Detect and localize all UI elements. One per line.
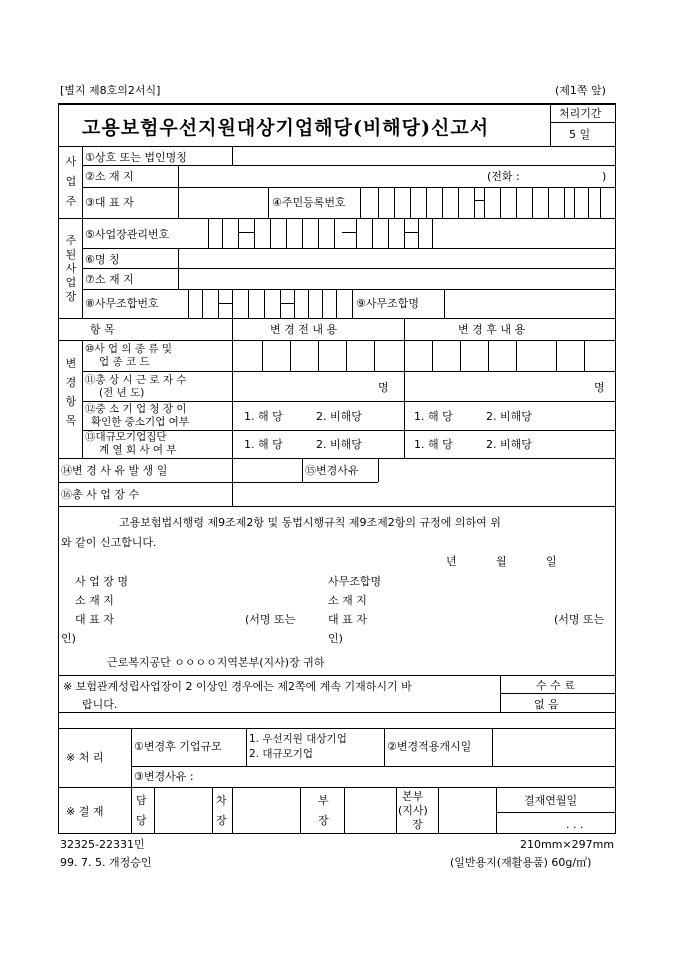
unit-after: 명 <box>594 381 605 394</box>
declaration-line1: 고용보험법시행령 제9조제2항 및 동법시행규칙 제9조제2항의 규정에 의하여 위 <box>119 516 501 529</box>
representative-label: ③대 표 자 <box>85 196 134 209</box>
change-group-label: 변 경 항 목 <box>65 357 77 427</box>
note-line2: 랍니다. <box>82 698 118 711</box>
note-line1: ※ 보험관계성립사업장이 2 이상인 경우에는 제2쪽에 계속 기재하시기 바 <box>63 680 412 693</box>
change-date-label: ⑭변 경 사 유 발 생 일 <box>61 464 168 477</box>
employer-address-label: ②소 재 지 <box>85 170 134 183</box>
paper-size: 210mm×297mm <box>520 838 615 851</box>
resident-no-label: ④주민등록번호 <box>272 196 346 209</box>
page-side: (제1쪽 앞) <box>555 84 606 97</box>
form-code: 32325-22331민 <box>60 838 145 851</box>
processing-period-value: 5 일 <box>569 128 591 141</box>
change-reason-label: ⑮변경사유 <box>305 464 359 477</box>
apply-date-label: ②변경적용개시일 <box>387 740 472 753</box>
month-label: 월 <box>496 555 507 568</box>
frame-left <box>58 103 59 834</box>
site-group-label: 주 된 사 업 장 <box>65 234 77 303</box>
processing-reason-label: ③변경사유 : <box>134 770 194 783</box>
phone-label: (전화 : <box>487 170 520 183</box>
site-name-label: ⑥명 칭 <box>85 253 120 266</box>
processing-period-label: 처리기간 <box>559 107 602 120</box>
col-item: 항 목 <box>90 323 115 336</box>
processing-label: ※ 처 리 <box>66 751 104 764</box>
fee-value: 없 음 <box>534 698 559 711</box>
agency-name-sign-label: 사무조합명 <box>328 575 382 588</box>
form-number: [별지 제8호의2서식] <box>60 84 161 97</box>
paper-type: (일반용지(재활용품) 60g/㎡) <box>450 856 592 869</box>
form-title: 고용보험우선지원대상기업해당(비해당)신고서 <box>82 117 490 139</box>
sign-or-seal-right: (서명 또는 <box>554 613 605 626</box>
approval-label: ※ 결 재 <box>66 805 104 818</box>
row11-label-a: ⑪총 상 시 근 로 자 수 <box>85 374 187 386</box>
frame-top <box>58 103 616 105</box>
row12-label-b: 확인한 중소기업 여부 <box>91 416 189 428</box>
approval-date-label: 결재연월일 <box>524 794 578 807</box>
row12-label-a: ⑫중 소 기 업 청 장 이 <box>85 403 187 415</box>
year-label: 년 <box>446 555 457 568</box>
employer-group-label: 사 업 주 <box>65 155 77 208</box>
declaration-line2: 와 같이 신고합니다. <box>61 536 157 549</box>
col-after: 변 경 후 내 용 <box>458 323 526 336</box>
agency-no-label: ⑧사무조합번호 <box>85 297 159 310</box>
addressee: 근로복지공단 ㅇㅇㅇㅇ지역본부(지사)장 귀하 <box>107 656 325 669</box>
sign-or-seal-left: (서명 또는 <box>245 613 296 626</box>
day-label: 일 <box>546 555 557 568</box>
approval-revision: 99. 7. 5. 개정승인 <box>60 856 152 869</box>
col-before: 변 경 전 내 용 <box>270 323 338 336</box>
row13-label-b: 계 열 회 사 여 부 <box>99 444 177 456</box>
company-name-label: ①상호 또는 법인명칭 <box>85 151 187 164</box>
fee-label: 수 수 료 <box>536 679 575 692</box>
row10-label-a: ⑩사 업 의 종 류 및 <box>85 343 172 355</box>
frame-right <box>615 103 616 834</box>
frame-bottom <box>58 833 616 834</box>
site-name-sign-label: 사 업 장 명 <box>75 575 128 588</box>
site-address-label: ⑦소 재 지 <box>85 273 134 286</box>
row11-label-b: (전 년 도) <box>99 387 145 399</box>
total-sites-label: ⑯총 사 업 장 수 <box>61 488 140 501</box>
row10-label-b: 업 종 코 드 <box>99 356 150 368</box>
scale-label: ①변경후 기업규모 <box>134 740 222 753</box>
agency-name-label: ⑨사무조합명 <box>356 297 419 310</box>
row13-label-a: ⑬대규모기업집단 <box>85 431 167 443</box>
unit-before: 명 <box>378 381 389 394</box>
site-mgmt-no-label: ⑤사업장관리번호 <box>85 228 170 241</box>
